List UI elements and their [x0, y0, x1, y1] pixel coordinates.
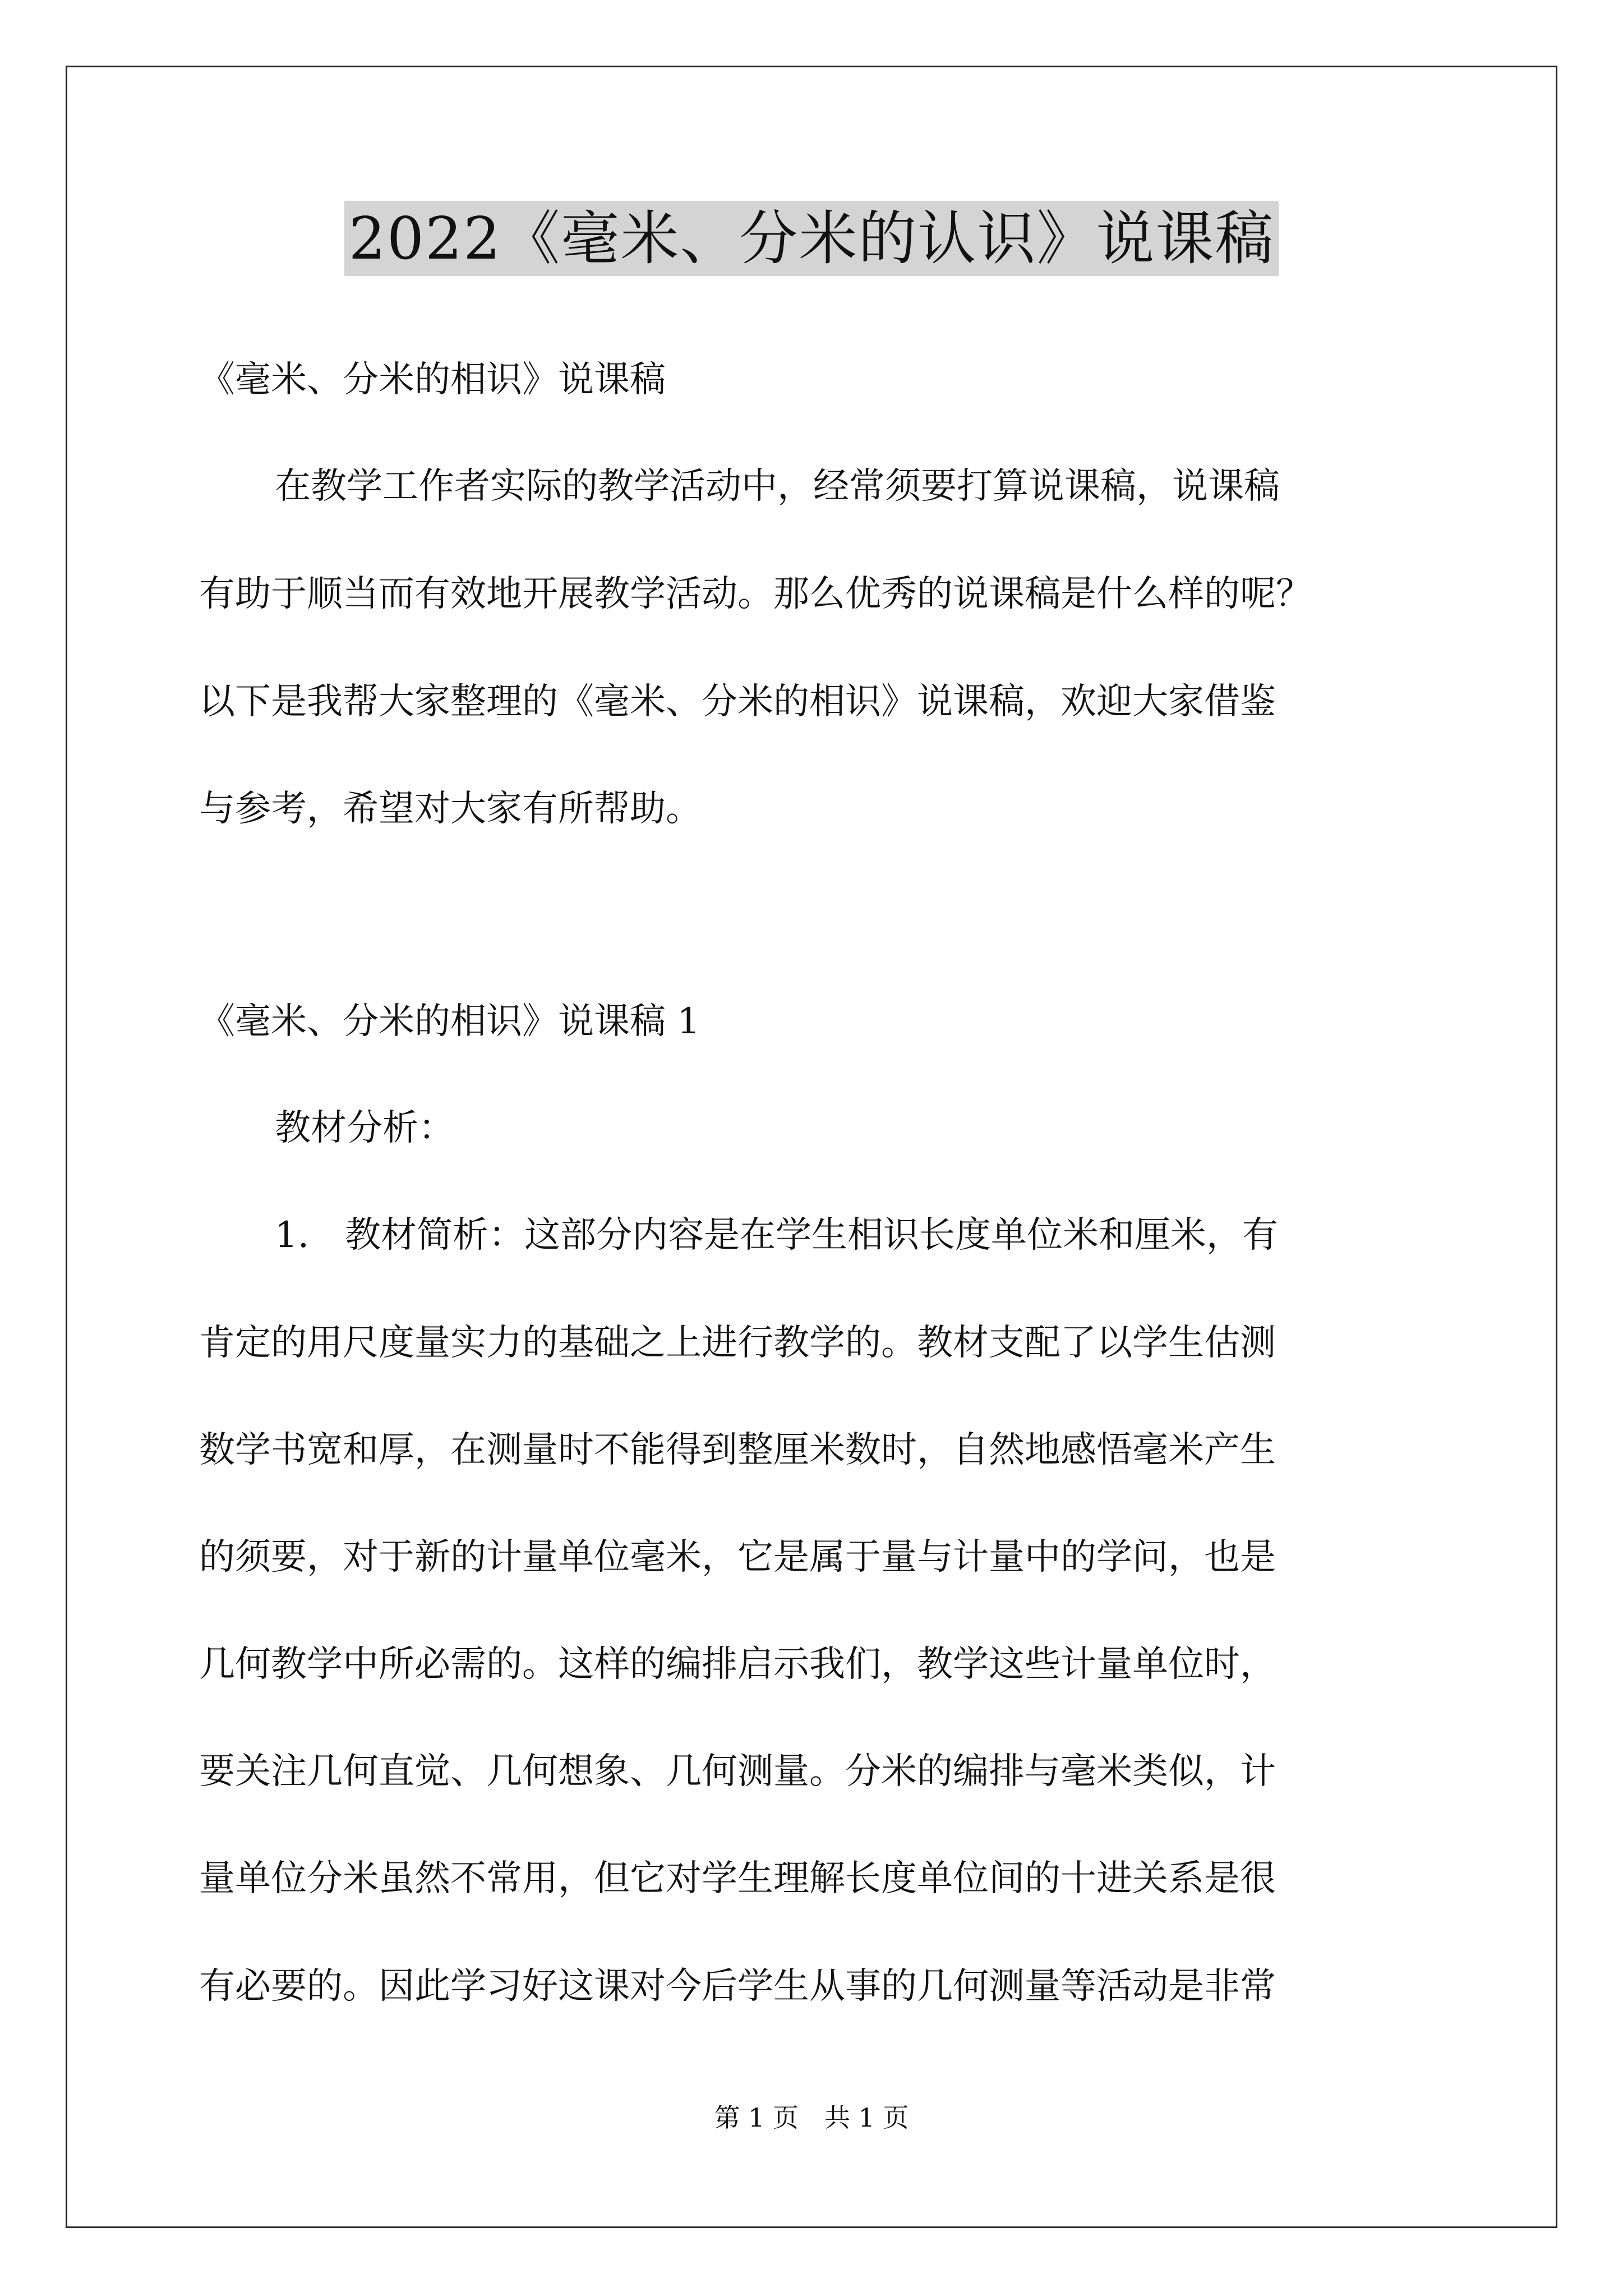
body-line-5: 几何教学中所必需的。这样的编排启示我们，教学这些计量单位时， — [199, 1644, 1276, 1685]
body-line-1: 1. 教材简析：这部分内容是在学生相识长度单位米和厘米，有 — [275, 1214, 1279, 1256]
page-footer: 第 1 页 共 1 页 — [714, 2102, 909, 2133]
body-line-7: 量单位分米虽然不常用，但它对学生理解长度单位间的十进关系是很 — [199, 1858, 1276, 1899]
document-title — [0, 199, 1623, 278]
intro-line-1: 在教学工作者实际的教学活动中，经常须要打算说课稿，说课稿 — [275, 466, 1280, 507]
section-heading: 《毫米、分米的相识》说课稿 1 — [199, 1001, 700, 1042]
section-label: 教材分析： — [275, 1107, 454, 1149]
body-line-2: 肯定的用尺度量实力的基础之上进行教学的。教材支配了以学生估测 — [199, 1322, 1276, 1364]
body-line-4: 的须要，对于新的计量单位毫米，它是属于量与计量中的学问，也是 — [199, 1536, 1276, 1578]
body-line-3: 数学书宽和厚，在测量时不能得到整厘米数时，自然地感悟毫米产生 — [199, 1429, 1276, 1471]
document-title-text: 2022《毫米、分米的认识》说课稿 — [344, 201, 1279, 276]
body-line-8: 有必要的。因此学习好这课对今后学生从事的几何测量等活动是非常 — [199, 1966, 1276, 2007]
intro-line-4: 与参考，希望对大家有所帮助。 — [199, 788, 702, 830]
intro-line-3: 以下是我帮大家整理的《毫米、分米的相识》说课稿，欢迎大家借鉴 — [199, 681, 1276, 723]
intro-line-2: 有助于顺当而有效地开展教学活动。那么优秀的说课稿是什么样的呢？ — [199, 573, 1312, 615]
document-subtitle: 《毫米、分米的相识》说课稿 — [199, 359, 666, 401]
body-line-6: 要关注几何直觉、几何想象、几何测量。分米的编排与毫米类似，计 — [199, 1751, 1276, 1792]
